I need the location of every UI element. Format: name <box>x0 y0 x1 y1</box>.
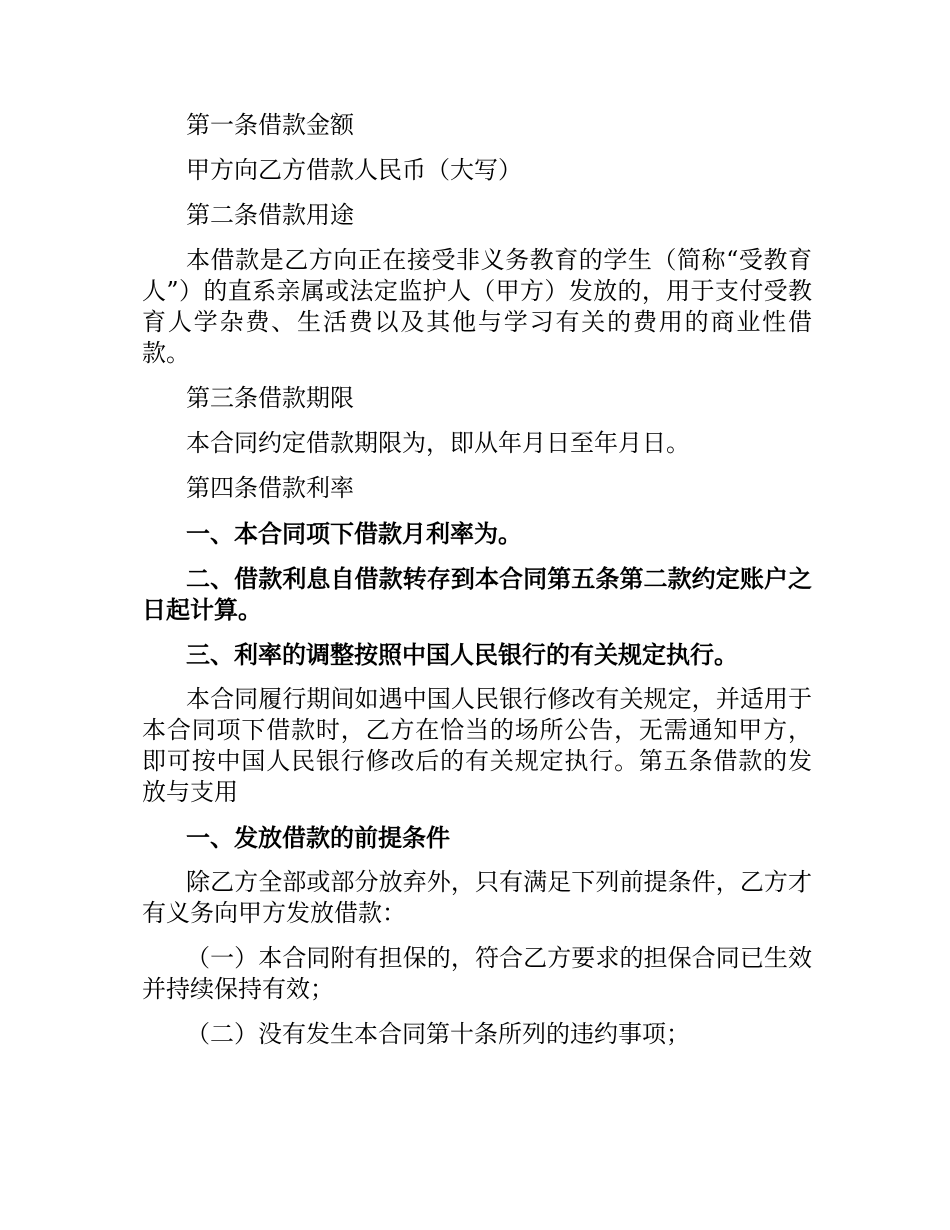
document-page <box>142 110 812 1050</box>
article-5-clause-1: 一、发放借款的前提条件 <box>186 823 450 852</box>
article-4-clause-2: 二、借款利息自借款转存到本合同第五条第二款约定账户之日起计算。 <box>142 564 812 624</box>
article-5-item-1: （一）本合同附有担保的，符合乙方要求的担保合同已生效并持续保持有效； <box>142 944 812 1003</box>
article-4-clause-3: 三、利率的调整按照中国人民银行的有关规定执行。 <box>186 640 738 669</box>
article-5-clause-1-body: 除乙方全部或部分放弃外，只有满足下列前提条件，乙方才有义务向甲方发放借款： <box>142 868 812 927</box>
article-2-body: 本借款是乙方向正在接受非义务教育的学生（简称“受教育人”）的直系亲属或法定监护人（甲方）发放的，用于支付受教育人学杂费、生活费以及其他与学习有关的费用的商业性借款。 <box>142 246 812 367</box>
article-3-body: 本合同约定借款期限为，即从年月日至年月日。 <box>186 429 690 457</box>
article-4-body: 本合同履行期间如遇中国人民银行修改有关规定，并适用于本合同项下借款时，乙方在恰当的场所公告，无需通知甲方，即可按中国人民银行修改后的有关规定执行。第五条借款的发放与支用 <box>142 685 812 806</box>
article-3-heading: 第三条借款期限 <box>186 384 354 412</box>
article-1-heading: 第一条借款金额 <box>186 111 354 139</box>
article-4-clause-1: 一、本合同项下借款月利率为。 <box>186 519 522 548</box>
article-5-item-2: （二）没有发生本合同第十条所列的违约事项； <box>186 1020 690 1048</box>
article-2-heading: 第二条借款用途 <box>186 201 354 229</box>
article-1-body: 甲方向乙方借款人民币（大写） <box>186 156 522 184</box>
article-4-heading: 第四条借款利率 <box>186 474 354 502</box>
